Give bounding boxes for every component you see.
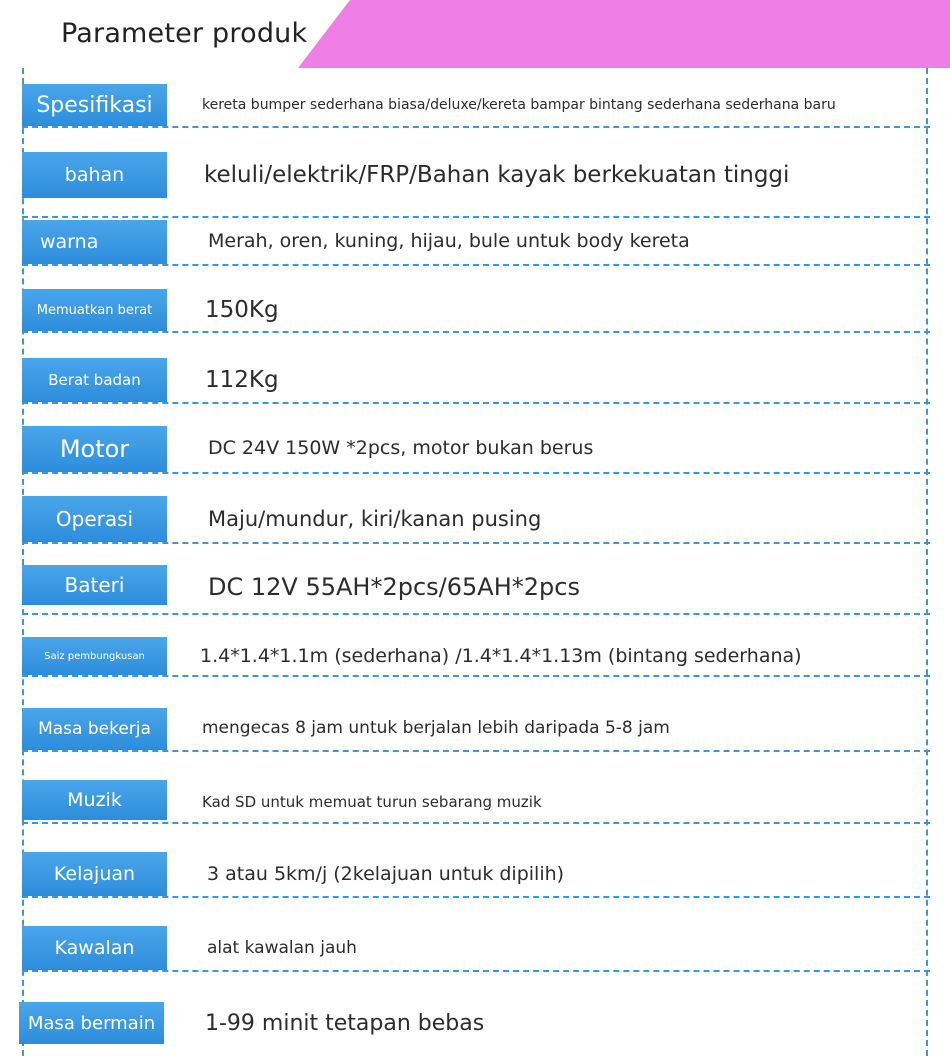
spec-row-operasi <box>22 496 930 544</box>
spec-row-masa-bermain <box>22 1002 930 1044</box>
spec-value: 3 atau 5km/j (2kelajuan untuk dipilih) <box>207 863 565 885</box>
spec-row-bahan <box>22 150 930 218</box>
spec-row-kawalan <box>22 926 930 972</box>
spec-row-berat-badan <box>22 358 930 404</box>
spec-value: 1-99 minit tetapan bebas <box>205 1010 485 1036</box>
spec-value: 150Kg <box>205 297 279 323</box>
spec-value: kereta bumper sederhana biasa/deluxe/kereta bampar bintang sederhana sederhana baru <box>202 97 836 113</box>
spec-label: warna <box>22 220 167 264</box>
spec-row-kelajuan <box>22 852 930 898</box>
spec-value: keluli/elektrik/FRP/Bahan kayak berkekuatan tinggi <box>204 162 790 188</box>
spec-value: DC 12V 55AH*2pcs/65AH*2pcs <box>208 573 580 601</box>
spec-row-motor <box>22 426 930 474</box>
spec-label: Kelajuan <box>22 852 167 896</box>
spec-row-muzik <box>22 780 930 824</box>
spec-value: 112Kg <box>205 367 279 393</box>
spec-value: Merah, oren, kuning, hijau, bule untuk body kereta <box>208 230 690 252</box>
spec-row-masa-bekerja <box>22 708 930 752</box>
spec-value: DC 24V 150W *2pcs, motor bukan berus <box>208 437 594 459</box>
spec-row-spesifikasi <box>22 84 930 128</box>
spec-label: Bateri <box>22 565 167 605</box>
spec-label: Motor <box>22 426 167 472</box>
spec-row-warna <box>22 220 930 266</box>
spec-row-memuatkan-berat <box>22 289 930 333</box>
spec-label: Berat badan <box>22 358 167 402</box>
spec-value: alat kawalan jauh <box>207 938 357 958</box>
spec-value: Kad SD untuk memuat turun sebarang muzik <box>202 793 542 811</box>
spec-value: Maju/mundur, kiri/kanan pusing <box>208 507 542 531</box>
spec-label: Muzik <box>22 780 167 820</box>
spec-label: Operasi <box>22 496 167 542</box>
spec-label: Memuatkan berat <box>22 289 167 331</box>
spec-label: Saiz pembungkusan <box>22 637 167 675</box>
spec-row-saiz-pembungkusan <box>22 637 930 677</box>
page-title: Parameter produk <box>61 18 308 49</box>
spec-value: mengecas 8 jam untuk berjalan lebih daripada 5-8 jam <box>202 718 670 738</box>
spec-label: Spesifikasi <box>22 84 167 126</box>
spec-label: Masa bermain <box>19 1002 164 1044</box>
spec-label: Kawalan <box>22 926 167 970</box>
spec-value: 1.4*1.4*1.1m (sederhana) /1.4*1.4*1.13m (bintang sederhana) <box>200 645 802 667</box>
spec-label: bahan <box>22 152 167 198</box>
spec-label: Masa bekerja <box>22 708 167 750</box>
spec-row-bateri <box>22 565 930 615</box>
